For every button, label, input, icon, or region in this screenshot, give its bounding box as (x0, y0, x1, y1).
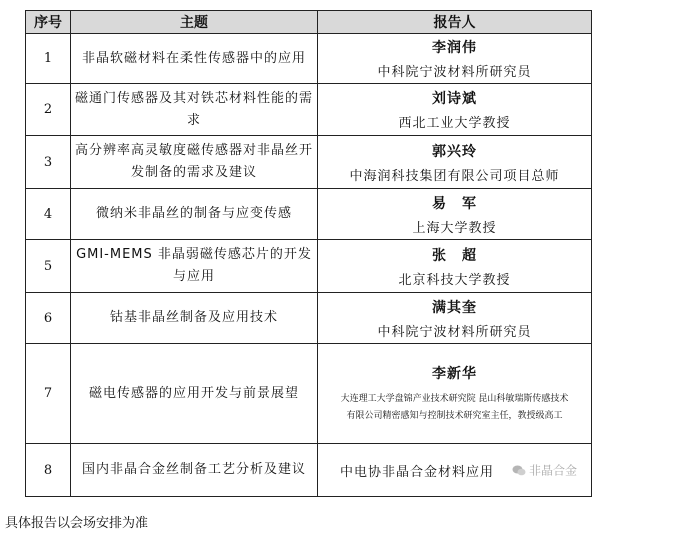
row-number: 8 (26, 444, 71, 497)
report-schedule-table (25, 10, 592, 497)
table-row (26, 444, 592, 497)
reporter-name: 李新华 (432, 365, 477, 382)
row-topic: 非晶软磁材料在柔性传感器中的应用 (71, 34, 318, 84)
schedule-note: 具体报告以会场安排为准 (5, 516, 149, 531)
reporter-affiliation-line: 有限公司精密感知与控制技术研究室主任，教授级高工 (346, 410, 563, 421)
row-topic: 高分辨率高灵敏度磁传感器对非晶丝开发制备的需求及建议 (71, 136, 318, 189)
header-number: 序号 (26, 11, 71, 34)
row-topic: 钴基非晶丝制备及应用技术 (71, 293, 318, 344)
row-reporter (318, 189, 592, 240)
reporter-name: 郭兴玲 (432, 143, 477, 160)
row-topic: 磁通门传感器及其对铁芯材料性能的需求 (71, 84, 318, 136)
row-reporter (318, 34, 592, 84)
table-row (26, 293, 592, 344)
row-topic: 磁电传感器的应用开发与前景展望 (71, 344, 318, 444)
row-topic: 国内非晶合金丝制备工艺分析及建议 (71, 444, 318, 497)
row-number: 5 (26, 240, 71, 293)
row-reporter (318, 444, 592, 497)
reporter-affiliation: 中科院宁波材料所研究员 (377, 324, 532, 340)
table-header-row (26, 11, 592, 34)
reporter-affiliation-line: 大连理工大学盘锦产业技术研究院 昆山科敏瑞斯传感技术 (340, 393, 569, 404)
reporter-name: 满其奎 (432, 299, 477, 316)
reporter-affiliation: 上海大学教授 (412, 220, 497, 236)
watermark-text: 非晶合金 (528, 463, 577, 478)
reporter-affiliation: 中电协非晶合金材料应用 (340, 464, 495, 480)
table-row (26, 189, 592, 240)
row-topic: GMI-MEMS 非晶弱磁传感芯片的开发与应用 (71, 240, 318, 293)
row-number: 1 (26, 34, 71, 84)
row-number: 6 (26, 293, 71, 344)
row-reporter (318, 240, 592, 293)
row-reporter (318, 84, 592, 136)
header-topic: 主题 (71, 11, 318, 34)
row-reporter (318, 293, 592, 344)
reporter-affiliation: 中海润科技集团有限公司项目总师 (349, 168, 560, 184)
reporter-name: 易 军 (432, 195, 477, 212)
table-row (26, 84, 592, 136)
table-row (26, 136, 592, 189)
wechat-watermark (512, 462, 577, 479)
reporter-affiliation: 中科院宁波材料所研究员 (377, 65, 532, 80)
reporter-affiliation: 西北工业大学教授 (398, 116, 511, 131)
wechat-icon (512, 464, 526, 476)
row-number: 3 (26, 136, 71, 189)
row-number: 7 (26, 344, 71, 444)
header-reporter: 报告人 (318, 11, 592, 34)
reporter-name: 李润伟 (432, 40, 477, 56)
row-reporter (318, 344, 592, 444)
reporter-name: 刘诗斌 (432, 91, 477, 107)
row-topic: 微纳米非晶丝的制备与应变传感 (71, 189, 318, 240)
table-row (26, 240, 592, 293)
row-number: 2 (26, 84, 71, 136)
row-number: 4 (26, 189, 71, 240)
reporter-name: 张 超 (432, 247, 477, 264)
reporter-affiliation: 北京科技大学教授 (398, 272, 511, 288)
row-reporter (318, 136, 592, 189)
table-row (26, 344, 592, 444)
table-row (26, 34, 592, 84)
